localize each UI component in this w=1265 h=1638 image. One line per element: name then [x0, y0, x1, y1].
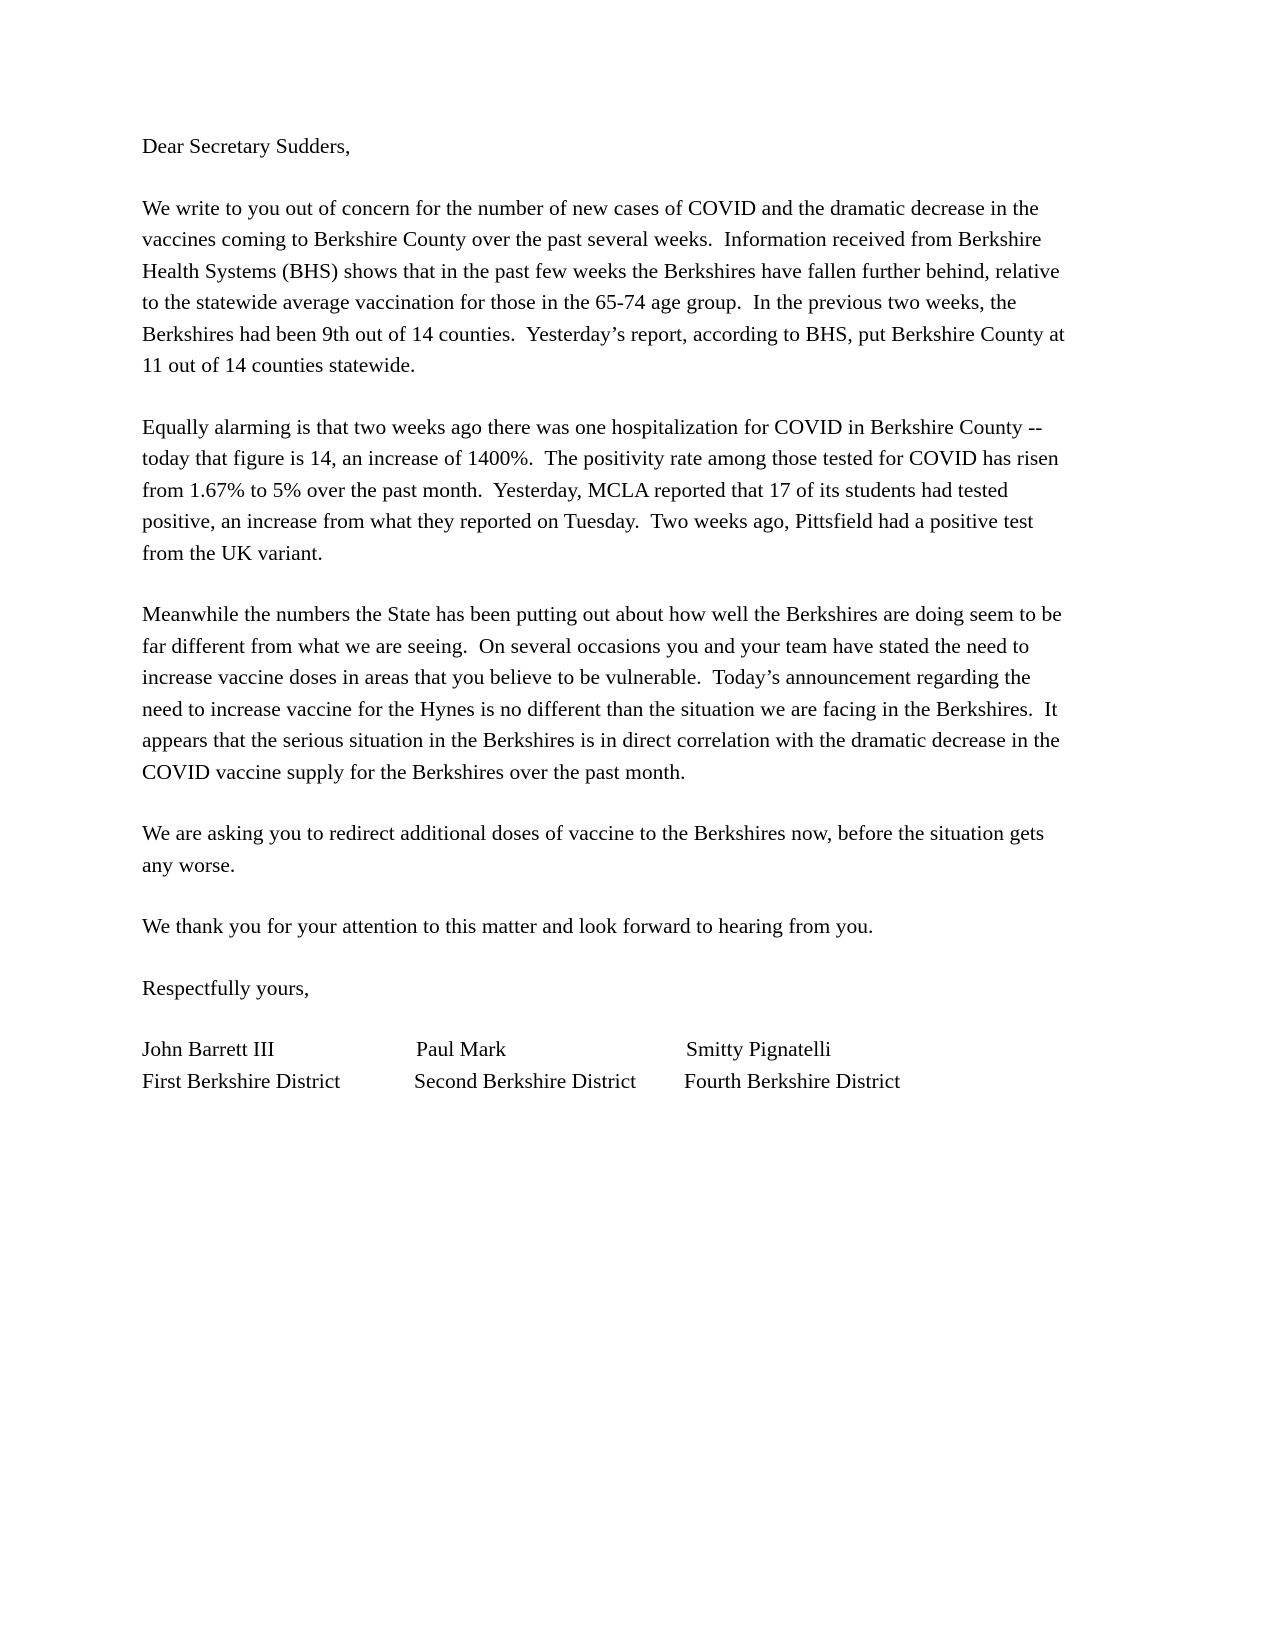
body-paragraph-3: Meanwhile the numbers the State has been putting out about how well the Berkshires are doing seem to be far different from what we are seeing. On several occasions you and your team have stated the need to increase vaccine doses in areas that you believe to be vulnerable. Today’s announcement regarding the need to increase vaccine for the Hynes is no different than the situation we are facing in the Berkshires. It appears that the serious situation in the Berkshires is in direct correlation with the dramatic decrease in the COVID vaccine supply for the Berkshires over the past month. [142, 602, 1068, 784]
signatory-district: Second Berkshire District [414, 1068, 637, 1093]
signatory-0 [142, 1034, 414, 1066]
signatory-name: Smitty Pignatelli [686, 1037, 832, 1061]
signature-districts-row [142, 1066, 1072, 1098]
signature-names-row [142, 1034, 1072, 1066]
letter-body [142, 131, 1072, 1097]
body-paragraph-4: We are asking you to redirect additional doses of vaccine to the Berkshires now, before the situation gets any worse. [142, 821, 1050, 877]
signatory-2-district [684, 1066, 964, 1098]
signatory-0-district [142, 1066, 414, 1098]
signatory-district: Fourth Berkshire District [684, 1068, 901, 1093]
signatory-district: First Berkshire District [142, 1068, 341, 1093]
signature-block [142, 1034, 1072, 1097]
signatory-1 [414, 1034, 684, 1066]
signatory-1-district [414, 1066, 684, 1098]
signatory-2 [684, 1034, 964, 1066]
closing-salutation: Respectfully yours, [142, 975, 310, 1000]
body-paragraph-1: We write to you out of concern for the number of new cases of COVID and the dramatic decrease in the vaccines coming to Berkshire County over the past several weeks. Information received from Berkshire Health Systems (BHS) shows that in the past few weeks the Berkshires have fallen further behind, relative to the statewide average vaccination for those in the 65-74 age group. In the previous two weeks, the Berkshires had been 9th out of 14 counties. Yesterday’s report, according to BHS, put Berkshire County at 11 out of 14 counties statewide. [142, 195, 1071, 377]
body-paragraph-2: Equally alarming is that two weeks ago there was one hospitalization for COVID in Berkshire County -- today that figure is 14, an increase of 1400%. The positivity rate among those tested for COVID has risen from 1.67% to 5% over the past month. Yesterday, MCLA reported that 17 of its students had tested positive, an increase from what they reported on Tuesday. Two weeks ago, Pittsfield had a positive test from the UK variant. [142, 414, 1065, 565]
signatory-name: Paul Mark [416, 1037, 507, 1061]
signatory-name: John Barrett III [142, 1037, 275, 1061]
body-paragraph-5: We thank you for your attention to this matter and look forward to hearing from you. [142, 914, 874, 938]
salutation: Dear Secretary Sudders, [142, 134, 351, 158]
